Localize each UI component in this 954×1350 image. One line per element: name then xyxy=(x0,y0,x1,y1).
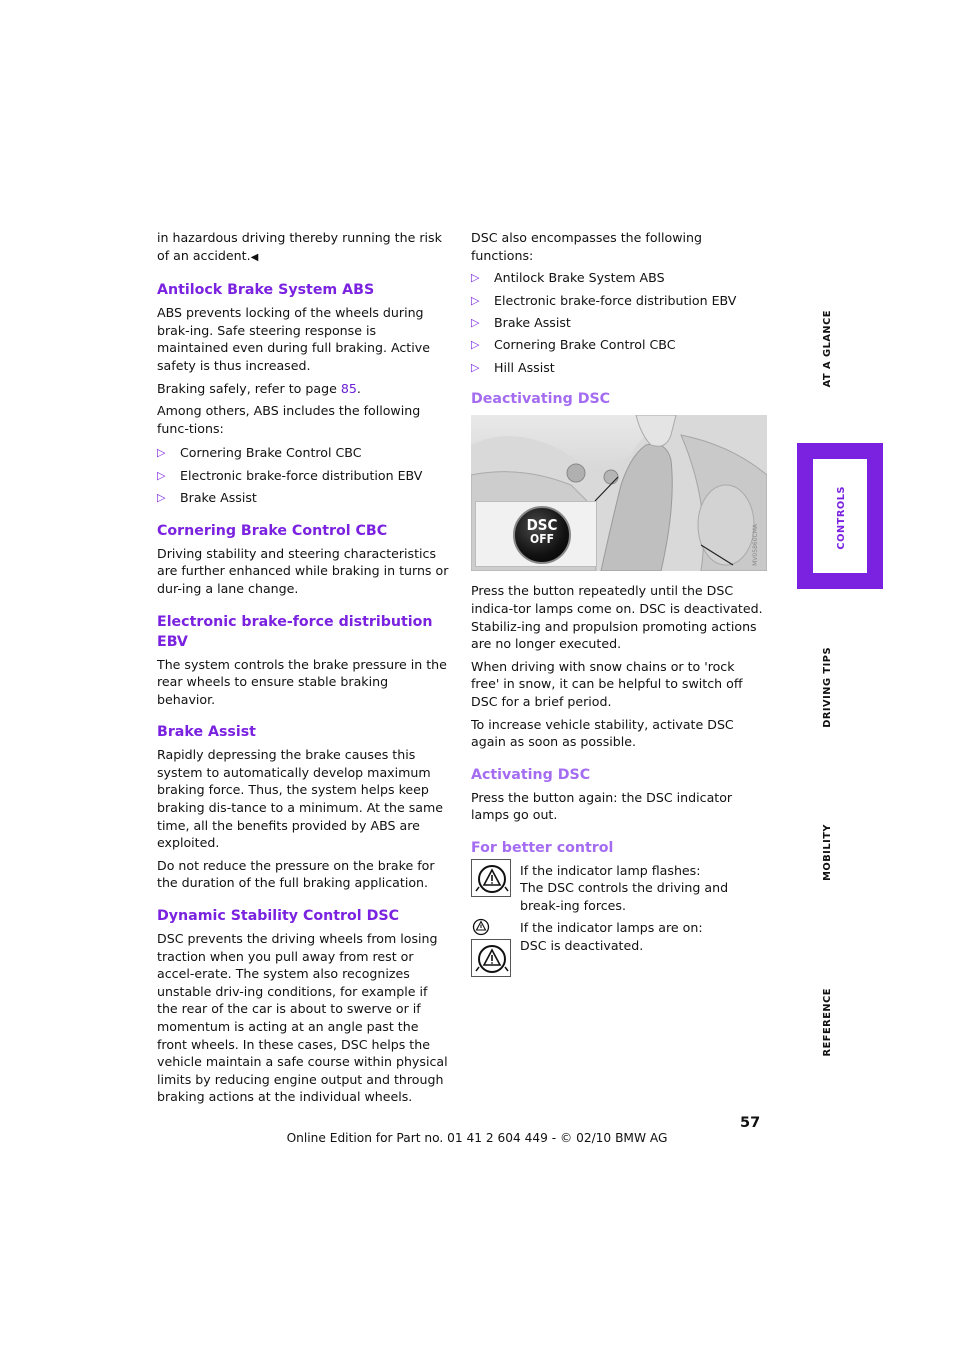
dsc-off-button xyxy=(513,506,571,564)
bullet-triangle-icon: ▷ xyxy=(471,338,480,352)
list-item xyxy=(157,444,449,462)
right-column xyxy=(471,229,766,986)
page-reference-link[interactable]: 85 xyxy=(340,380,357,396)
list-item-text: Electronic brake-force distribution EBV xyxy=(180,467,423,483)
bullet-triangle-icon: ▷ xyxy=(157,468,166,482)
bullet-triangle-icon: ▷ xyxy=(471,293,480,307)
list-item-text: Brake Assist xyxy=(494,314,571,330)
left-column xyxy=(157,229,449,1111)
abs-paragraph-3: Among others, ABS includes the following func-tions: xyxy=(157,403,421,436)
dsc-button-figure xyxy=(471,415,767,571)
activating-paragraph: Press the button again: the DSC indicator lamps go out. xyxy=(471,789,733,823)
indicator-on-text-2: DSC is deactivated. xyxy=(520,938,644,954)
abs-heading: Antilock Brake System ABS xyxy=(157,282,375,299)
brake-assist-paragraph-1: Rapidly depressing the brake causes this system to automatically develop maximum braking force. Thus, the system helps keep braking dis-tance to a minimum. At the same time, all the benefits provided by ABS are exploited. xyxy=(157,747,444,851)
tab-driving-tips[interactable]: DRIVING TIPS xyxy=(822,647,833,728)
tab-at-a-glance[interactable]: AT A GLANCE xyxy=(822,310,833,388)
abs-paragraph-2 xyxy=(157,380,449,398)
list-item-text: Hill Assist xyxy=(494,359,555,375)
deactivating-paragraph-3: To increase vehicle stability, activate DSC again as soon as possible. xyxy=(471,716,734,750)
dsc-function-list xyxy=(471,269,766,376)
ebv-heading: Electronic brake-force distribution EBV xyxy=(157,613,433,650)
better-control-heading: For better control xyxy=(471,839,614,856)
end-marker-icon: ◀ xyxy=(250,251,259,263)
cbc-heading: Cornering Brake Control CBC xyxy=(157,522,388,539)
abs-paragraph-1: ABS prevents locking of the wheels during brak-ing. Safe steering response is maintained even during full braking. Active safety is thus increased. xyxy=(157,305,430,373)
list-item xyxy=(471,269,766,287)
list-item-text: Electronic brake-force distribution EBV xyxy=(494,292,737,308)
list-item xyxy=(471,314,766,332)
continuation-text xyxy=(157,229,449,266)
dsc-functions-intro: DSC also encompasses the following functions: xyxy=(471,230,703,263)
tab-controls[interactable]: CONTROLS xyxy=(836,486,847,550)
tab-mobility[interactable]: MOBILITY xyxy=(822,824,833,881)
list-item xyxy=(471,292,766,310)
bullet-triangle-icon: ▷ xyxy=(471,315,480,329)
activating-dsc-heading: Activating DSC xyxy=(471,766,591,783)
list-item xyxy=(471,359,766,377)
bullet-triangle-icon: ▷ xyxy=(471,360,480,374)
abs-ref-end: . xyxy=(356,380,361,396)
list-item-text: Brake Assist xyxy=(180,490,257,506)
deactivating-paragraph-2: When driving with snow chains or to 'rock free' in snow, it can be helpful to switch off DSC for a brief period. xyxy=(471,658,743,709)
list-item-text: Antilock Brake System ABS xyxy=(494,270,665,286)
tab-reference[interactable]: REFERENCE xyxy=(822,988,833,1057)
cbc-paragraph: Driving stability and steering characteristics are further enhanced while braking in turns or dur-ing a lane change. xyxy=(157,545,449,596)
tab-controls-inner xyxy=(813,459,867,573)
footer-edition: Online Edition for Part no. 01 41 2 604 449 - © 02/10 BMW AG xyxy=(286,1131,668,1145)
dsc-heading: Dynamic Stability Control DSC xyxy=(157,908,399,925)
abs-ref-text: Braking safely, refer to page xyxy=(157,380,341,396)
list-item xyxy=(157,467,449,485)
abs-function-list xyxy=(157,444,449,506)
list-item xyxy=(471,336,766,354)
list-item-text: Cornering Brake Control CBC xyxy=(180,445,362,461)
bullet-triangle-icon: ▷ xyxy=(157,491,166,505)
dsc-warning-icon-2 xyxy=(471,939,511,977)
dsc-warning-small-icon xyxy=(471,917,491,937)
dsc-paragraph: DSC prevents the driving wheels from losing traction when you pull away from rest or accel-erate. The system also recognizes unstable driv-ing conditions, for example if the rear of the car is about to swerve or if momentum is acting at an angle past the front wheels. In these cases, DSC helps the vehicle maintain a safe course within physical limits by reducing engine output and through braking actions at the individual wheels. xyxy=(157,931,448,1105)
bullet-triangle-icon: ▷ xyxy=(157,446,166,460)
brake-assist-paragraph-2: Do not reduce the pressure on the brake for the duration of the full braking application. xyxy=(157,857,435,891)
brake-assist-heading: Brake Assist xyxy=(157,724,256,741)
page-number: 57 xyxy=(740,1115,761,1131)
figure-code: MV05860CMA xyxy=(752,523,760,566)
continuation-body: in hazardous driving thereby running the risk of an accident. xyxy=(157,230,442,263)
indicator-on-row xyxy=(471,919,766,981)
deactivating-paragraph-1: Press the button repeatedly until the DSC indica-tor lamps come on. DSC is deactivated. Stabiliz-ing and propulsion promoting actions are no longer executed. xyxy=(471,583,763,652)
indicator-flash-row xyxy=(471,862,766,915)
deactivating-dsc-heading: Deactivating DSC xyxy=(471,391,611,408)
indicator-on-text-1: If the indicator lamps are on: xyxy=(520,920,703,936)
dsc-button-label: DSC xyxy=(526,516,558,535)
list-item xyxy=(157,489,449,507)
indicator-flash-text-2: The DSC controls the driving and break-ing forces. xyxy=(520,880,729,914)
dsc-button-inset xyxy=(475,501,597,567)
ebv-paragraph: The system controls the brake pressure in the rear wheels to ensure stable braking behavior. xyxy=(157,656,447,707)
dsc-warning-icon xyxy=(471,859,511,897)
list-item-text: Cornering Brake Control CBC xyxy=(494,337,676,353)
dsc-button-sublabel: OFF xyxy=(530,532,554,547)
indicator-flash-text-1: If the indicator lamp flashes: xyxy=(520,862,701,878)
bullet-triangle-icon: ▷ xyxy=(471,271,480,285)
tab-controls-active[interactable] xyxy=(797,443,883,589)
